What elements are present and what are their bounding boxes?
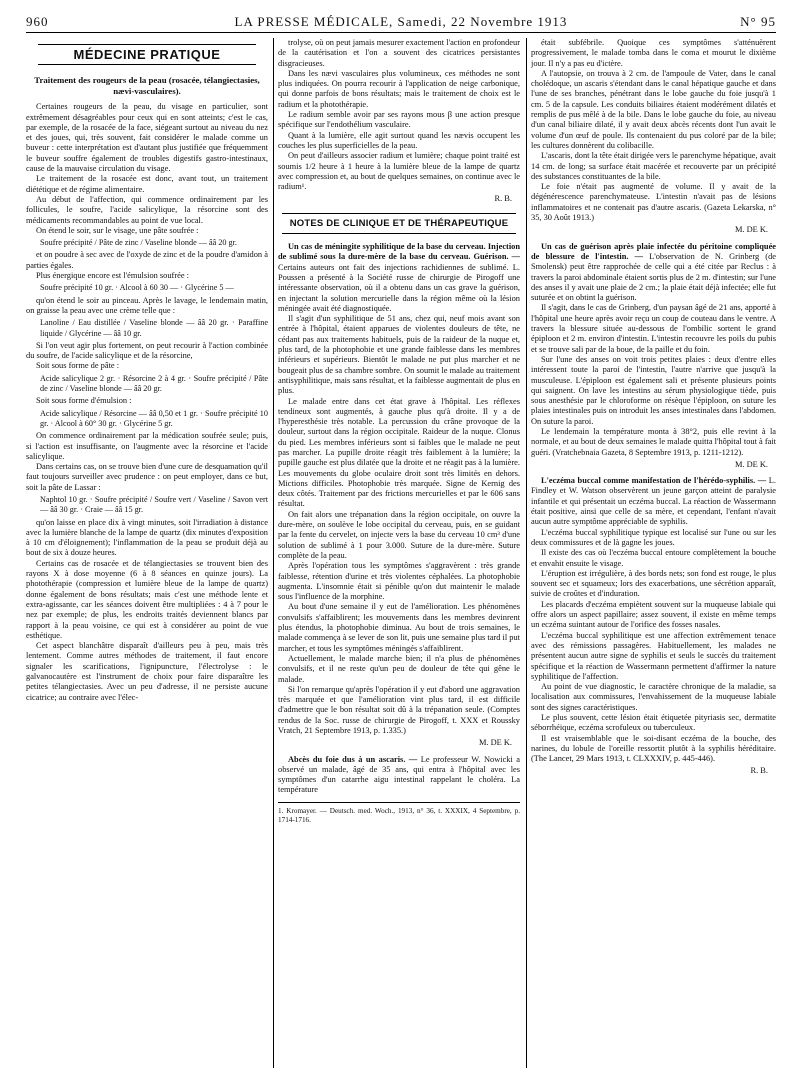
author-signature: R. B.: [750, 766, 768, 776]
paragraph: Plus énergique encore est l'émulsion soufrée :: [36, 271, 189, 281]
footnote: 1. Kromayer. — Deutsch. med. Woch., 1913, n° 36, t. XXXIX, 4 Septembre, p. 1714-1716.: [278, 802, 520, 825]
paragraph: Le plus souvent, cette lésion était étiquetée pityriasis sec, dermatite séborrhéique, eczéma scrofuleux ou tuberculeux.: [531, 713, 776, 733]
paragraph: Il est vraisemblable que le soi-disant eczéma de la bouche, des narines, du lobule de l'oreille ressortit plutôt à la syphilis héréditaire. (The Lancet, 29 Mars 1913, t. CLXXXIV, p. 445-446).: [531, 733, 776, 764]
note-text: L'observation de N. Grinberg (de Smolensk) peut être rapprochée de celle qui a été citée par Reclus : à travers la paroi abdominale étaient sortis plus de 2 m. d'intestin; sur l'une des anses il y avait une plaie de 2 cm.; la plaie était déjà infectée; elle fut suturée et on obtint la guérison.: [531, 251, 776, 303]
paragraph: qu'on laisse en place dix à vingt minutes, soit l'irradiation à distance avec la lumière blanche de la lampe de quartz (dix minutes d'exposition à 10 cm d'éloignement); l'inflammation de la peau se produit déjà au bout de six à douze heures.: [26, 517, 268, 558]
prescription: Soufre précipité 10 gr. · Alcool à 60 30 — · Glycérine 5 —: [40, 283, 234, 293]
paragraph: Au bout d'une semaine il y eut de l'amélioration. Les phénomènes convulsifs s'affaiblirent; les mouvements dans les membres devinrent plus étendus, la photophobie diminua. Au bout de trois semaines, le malade commença à se lever de son lit, puis une semaine plus tard il put marcher, et tous les symptômes méningés s'affaiblirent.: [278, 602, 520, 653]
paragraph: On étend le soir, sur le visage, une pâte soufrée :: [36, 225, 199, 235]
prescription: Lanoline / Eau distillée / Vaseline blonde — ââ 20 gr. · Paraffine liquide / Glycérine — ââ 10 gr.: [40, 318, 268, 338]
section-heading-medecine: MÉDECINE PRATIQUE: [38, 44, 256, 65]
prescription: Acide salicylique / Résorcine — ââ 0,50 et 1 gr. · Soufre précipité 10 gr. · Alcool à 60° 30 gr. · Glycérine 5 gr.: [40, 408, 268, 428]
paragraph: Si l'on veut agir plus fortement, on peut recourir à l'action combinée du soufre, de l'acide salicylique et de la résorcine,: [26, 340, 268, 361]
note-title: Un cas de guérison après plaie infectée du péritoine compliquée de blessure de l'intestin. —: [531, 241, 776, 261]
paragraph: Quant à la lumière, elle agit surtout quand les nævis occupent les couches les plus superficielles de la peau.: [278, 130, 520, 150]
note-title: Abcès du foie dus à un ascaris. —: [288, 754, 418, 764]
issue-number: N° 95: [740, 14, 776, 29]
column-1: [26, 38, 268, 1068]
paragraph: était subfébrile. Quoique ces symptômes s'atténuèrent progressivement, le malade tomba dans le coma et mourut le dixième jour. Il n'y a pas eu d'ictère.: [531, 38, 776, 68]
running-header: [26, 14, 776, 33]
paragraph: L'eczéma buccal syphilitique est une affection extrêmement tenace avec des rémissions passagères. Habituellement, les malades ne présentent aucun autre signe de syphilis et seuls le succès du traitement spécifique et la réaction de Wassermann permettent d'affirmer la nature syphilitique de l'affection.: [531, 630, 776, 681]
paragraph: Le traitement de la rosacée est donc, avant tout, un traitement diététique et de régime alimentaire.: [26, 174, 268, 194]
page-number: 960: [26, 14, 49, 29]
paragraph: Certains cas de rosacée et de télangiectasies se trouvent bien des rayons X à dose moyenne (6 à 8 séances en quinze jours). La photothérapie (compression et lumière bleue de la lampe de quartz) donne également de bons résultats; mais c'est une méthode lente et extra-agissante, car les séances doivent être multipliées : 4 à 7 pour le nez par exemple; de plus, les endroits traités deviennent blancs par rapport à la peau voisine, ce qui est à considérer au point de vue esthétique.: [26, 558, 268, 640]
paragraph: Dans certains cas, on se trouve bien d'une cure de desquamation qu'il faut toujours surveiller avec prudence : on peut employer, dans ce but, soit la pâte de Lassar :: [26, 462, 268, 492]
column-rule-1: [273, 38, 274, 1068]
paragraph: Au point de vue diagnostic, le caractère chronique de la maladie, sa localisation aux commissures, l'envahissement de la muqueuse labiale sont des signes caractéristiques.: [531, 682, 776, 712]
paragraph: Soit sous forme d'émulsion :: [36, 396, 132, 406]
paragraph: Les placards d'eczéma empiètent souvent sur la muqueuse labiale qui offre alors un aspect papillaire; assez souvent, il existe en même temps un eczéma suintant autour de l'orifice des fosses nasales.: [531, 599, 776, 630]
paragraph: Si l'on remarque qu'après l'opération il y eut d'abord une aggravation très marquée et que l'amélioration vint plus tard, il est difficile d'admettre que le bon résultat soit dû à la trépanation seule. (Comptes rendus de la Soc. russe de chirurgie de Pirogoff, t. XXX et Roussky Vratch, 21 Septembre 1913, p. 1.335.): [278, 684, 520, 735]
paragraph: trolyse, où on peut jamais mesurer exactement l'action en profondeur de la cautérisation et l'on a souvent des cicatrices persistantes disgracieuses.: [278, 38, 520, 68]
paragraph: L'ascaris, dont la tête était dirigée vers le parenchyme hépatique, avait 14 cm. de long; sa surface était macérée et recouverte par un précipité des substances constituantes de la bile.: [531, 151, 776, 181]
paragraph: A l'autopsie, on trouva à 2 cm. de l'ampoule de Vater, dans le canal cholédoque, un ascaris s'étendant dans le canal hépatique gauche et dans l'une de ses branches, pénétrant dans le lobe gauche du foie jusqu'à 1 cm. 5 de la capsule. Les conduits biliaires étaient modérément dilatés et remplis de pus mêlé à de la bile. Dans le lobe gauche du foie, au niveau d'un canal biliaire dilaté, il y avait deux abcès récents dont l'un avait le volume d'un œuf de poule. Ils contenaient du pus coloré par de la bile; les cultures donnèrent du colibacille.: [531, 68, 776, 150]
author-signature: M. DE K.: [478, 738, 512, 748]
paragraph: On commence ordinairement par la médication soufrée seule; puis, si l'action est insuffisante, on l'augmente avec la résorcine et l'acide salicylique.: [26, 431, 268, 461]
paragraph: Le lendemain la température monta à 38°2, puis elle revint à la normale, et au bout de deux semaines le malade quitta l'hôpital tout à fait guéri. (Vratchebnaia Gazeta, 8 Septembre 1913, p. 1211-1212).: [531, 426, 776, 457]
author-signature: M. DE K.: [734, 459, 768, 469]
note-text: Le professeur W. Nowicki a observé un malade, âgé de 35 ans, qui entra à l'hôpital avec les symptômes d'un catarrhe aigu intestinal rappelant le choléra. La température: [278, 754, 520, 795]
author-signature: M. DE K.: [734, 225, 768, 235]
note-text: Certains auteurs ont fait des injections rachidiennes de sublimé. L. Poussen a présenté à la Société russe de chirurgie de Pirogoff une intéressante observation, où il a obtenu dans un cas grave la guérison, en injectant la solution mercurielle dans la région même où la lésion méningée avait été diagnostiquée.: [278, 262, 520, 313]
prescription: Naphtol 10 gr. · Soufre précipité / Soufre vert / Vaseline / Savon vert — ââ 30 gr. · Craie — ââ 15 gr.: [40, 494, 268, 515]
column-3: [531, 38, 776, 1068]
column-2: [278, 38, 520, 1068]
paragraph: Dans les nævi vasculaires plus volumineux, ces méthodes ne sont plus indiquées. On pourra recourir à l'application de neige carbonique, qui donne parfois de bons résultats; mais le traitement de choix est le radium et la photothérapie.: [278, 68, 520, 109]
paragraph: On fait alors une trépanation dans la région occipitale, on ouvre la dure-mère, on soulève le lobe occipital du cerveau, puis, en se guidant par la fente du cervelet, on injecte vers la base du cerveau 10 cm³ d'une solution de sublimé à 1 pour 3.000. Suture de la dure-mère. Suture complète de la peau.: [278, 509, 520, 560]
paragraph: Le foie n'était pas augmenté de volume. Il y avait de la dégénérescence parenchymateuse. L'intestin n'avait pas de lésions inflammatoires et ne contenait pas d'autre ascaris. (Gazeta Lekarska, n° 35, 30 Août 1913.): [531, 182, 776, 223]
paragraph: [531, 242, 776, 304]
paragraph: Après l'opération tous les symptômes s'aggravèrent : très grande faiblesse, rétention d'urine et très violentes céphalées. La photophobie augmenta. L'insomnie était si pénible qu'on dut maintenir le malade sous l'influence de la morphine.: [278, 561, 520, 602]
paragraph: Il s'agit d'un syphilitique de 51 ans, chez qui, neuf mois avant son entrée à l'hôpital, étaient apparues de violentes douleurs de tête, ne cédant pas aux traitements habituels, puis de la raideur de la nuque et, plus tard, de la photophobie et une grande faiblesse dans les membres inférieurs et supérieurs. Bientôt le malade ne put plus marcher et ne bougeait plus de sa chambre sombre. On soumit le malade au traitement antisyphilitique, mais sans résultat, et la faiblesse augmentait de plus en plus.: [278, 314, 520, 396]
prescription: Soufre précipité / Pâte de zinc / Vaseline blonde — ââ 20 gr.: [40, 238, 237, 248]
paragraph: L'éruption est irrégulière, à des bords nets; son fond est rouge, le plus souvent sec et squameux; lors des exacerbations, une sécrétion apparaît, suivie de croûtes et d'induration.: [531, 568, 776, 599]
paragraph: [278, 755, 520, 796]
paragraph: Soit sous forme de pâte :: [36, 361, 120, 371]
paragraph: et on poudre à sec avec de l'oxyde de zinc et de la poudre d'amidon à parties égales.: [26, 250, 268, 270]
paragraph: L'eczéma buccal syphilitique typique est localisé sur l'une ou sur les deux commissures et de là gagne les joues.: [531, 527, 776, 547]
prescription: Acide salicylique 2 gr. · Résorcine 2 à 4 gr. · Soufre précipité / Pâte de zinc / Vaseline blonde — ââ 20 gr.: [40, 373, 268, 394]
paragraph: Cet aspect blanchâtre disparaît d'ailleurs peu à peu, mais très lentement. Comme autres méthodes de traitement, il faut encore signaler les scarifications, l'ignipuncture, l'électrolyse : le galvanocautère est l'instrument de choix pour faire disparaître les petites télangiectasies. Avec un peu d'adresse, il ne persiste aucune cicatrice; au contraire avec l'élec-: [26, 641, 268, 702]
paragraph: Il existe des cas où l'eczéma buccal entoure complètement la bouche et envahit ensuite le visage.: [531, 548, 776, 568]
paragraph: On peut d'ailleurs associer radium et lumière; chaque point traité est soumis 1/2 heure à 1 heure à la lumière bleue de la lampe de quartz avec compression et, au bout de quelques semaines, on continue avec le radium¹.: [278, 151, 520, 192]
journal-page: [26, 14, 776, 1072]
paragraph: Sur l'une des anses on voit trois petites plaies : deux d'entre elles intéressent toute la paroi de l'intestin, l'autre n'arrive que jusqu'à la musculeuse. L'épiploon est également sali et présente plusieurs points qui saignent. On lave les intestins au sérum physiologique tiède, puis sous anesthésie par le chloroforme on résèque l'épiploon, on suture les plaies intestinales puis on introduit les anses intestinales dans l'abdomen. On suture la paroi.: [531, 354, 776, 426]
paragraph: [531, 476, 776, 527]
paragraph: Le malade entre dans cet état grave à l'hôpital. Les réflexes tendineux sont augmentés, à gauche plus qu'à droite. Il y a de l'hyperesthésie très notable. La percussion du crâne provoque de la douleur, surtout dans la région occipitale. Raideur de la nuque. Clonus du pied. Les membres inférieurs sont si faibles que le malade ne peut pas marcher. La pupille droite réagit très faiblement à la lumière; la pupille gauche est plus dilatée que la droite et ne réagit pas à la lumière. Les mouvements du globe oculaire droit sont très limités en dehors. Mictions difficiles. Photophobie très marquée. Signe de Kernig des deux côtés. Traitement par des frictions mercurielles et par le 606 sans résultat.: [278, 396, 520, 509]
article-title: Traitement des rougeurs de la peau (rosacée, télangiectasies, nævi-vasculaires).: [34, 75, 260, 96]
paragraph: Le radium semble avoir par ses rayons mous β une action presque spécifique sur l'endothélium vasculaire.: [278, 110, 520, 130]
column-rule-2: [526, 38, 527, 1068]
author-signature: R. B.: [494, 194, 512, 204]
paragraph: Il s'agit, dans le cas de Grinberg, d'un paysan âgé de 21 ans, apporté à l'hôpital une heure après avoir reçu un coup de couteau dans le ventre. A travers la blessure située au-dessous de l'ombilic sortent le grand épiploon et 2 m. environ d'intestin. L'intestin recouvre les poils du pubis et se trouve sali par de la boue, de la paille et du foin.: [531, 303, 776, 354]
section-heading-notes: NOTES DE CLINIQUE ET DE THÉRAPEUTIQUE: [282, 213, 516, 234]
paragraph: Actuellement, le malade marche bien; il n'a plus de phénomènes convulsifs, et il ne reste qu'un peu de douleur de tête qui gêne le malade.: [278, 653, 520, 684]
note-title: L'eczéma buccal comme manifestation de l'hérédo-syphilis. —: [541, 476, 767, 486]
paragraph: qu'on étend le soir au pinceau. Après le lavage, le lendemain matin, on graisse la peau avec une crème telle que :: [26, 295, 268, 315]
paragraph: Au début de l'affection, qui commence ordinairement par les follicules, le soufre, l'acide salicylique, la résorcine sont des médicaments recommandables au point de vue local.: [26, 194, 268, 225]
paragraph: [278, 242, 520, 314]
paragraph: Certaines rougeurs de la peau, du visage en particulier, sont extrêmement désagréables pour ceux qui en sont atteints; c'est le cas, par exemple, de la rosacée de la face, siégeant surtout au niveau du nez et des joues, qui, très souvent, fait considérer le malade comme un buveur : cette interprétation est d'autant plus justifiée que fréquemment le buveur souffre également de troubles digestifs gastro-intestinaux, cause de la mauvaise circulation du visage.: [26, 102, 268, 174]
journal-title: LA PRESSE MÉDICALE, Samedi, 22 Novembre 1913: [234, 14, 568, 29]
note-title: Un cas de méningite syphilitique de la base du cerveau. Injection de sublimé sous la dure-mère de la base du cerveau. Guérison. —: [278, 242, 520, 262]
note-text: L. Findley et W. Watson observèrent un jeune garçon atteint de paralysie infantile et qui présentait un eczéma buccal. La réaction de Wassermann était positive, ainsi que celle de sa mère, et cependant, l'enfant n'avait aucun autre symptôme appréciable de syphilis.: [531, 476, 776, 527]
